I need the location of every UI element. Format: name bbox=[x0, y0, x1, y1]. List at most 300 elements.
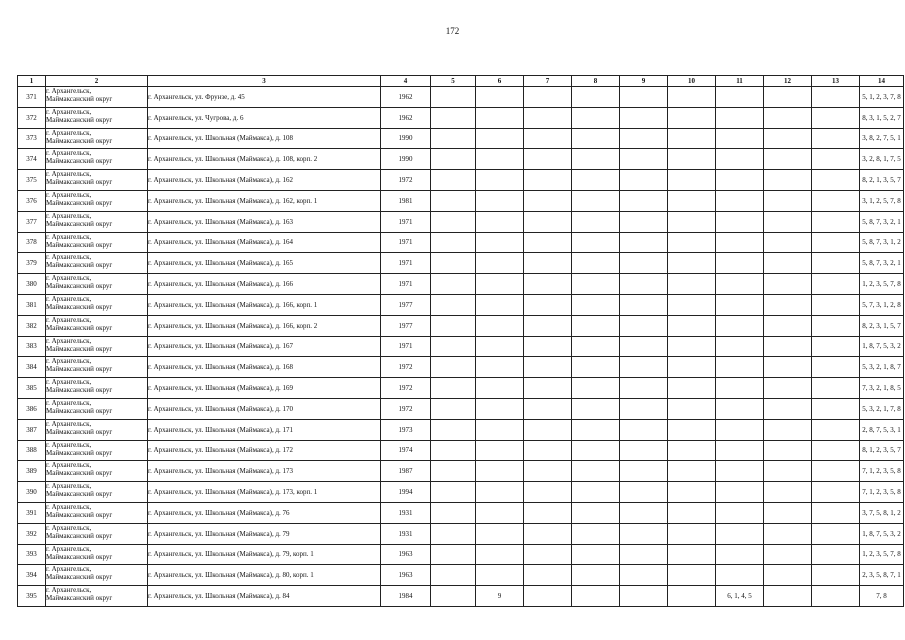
column-14-cell: 8, 2, 1, 3, 5, 7 bbox=[860, 170, 904, 191]
column-10-cell bbox=[668, 544, 716, 565]
column-11-cell: 6, 1, 4, 5 bbox=[716, 586, 764, 607]
column-11-cell bbox=[716, 87, 764, 108]
column-8-cell bbox=[572, 170, 620, 191]
address-cell: г. Архангельск, ул. Школьная (Маймакса), д. 162 bbox=[148, 170, 381, 191]
column-5-cell bbox=[431, 378, 476, 399]
column-13-cell bbox=[812, 419, 860, 440]
table-row bbox=[18, 419, 904, 440]
address-cell: г. Архангельск, ул. Школьная (Маймакса), д. 173, корп. 1 bbox=[148, 482, 381, 503]
column-7-cell bbox=[524, 253, 572, 274]
column-12-cell bbox=[764, 523, 812, 544]
table-row bbox=[18, 440, 904, 461]
table-row bbox=[18, 482, 904, 503]
table-row bbox=[18, 211, 904, 232]
district-city-text: г. Архангельск, bbox=[46, 294, 92, 303]
row-number-cell: 395 bbox=[18, 586, 46, 607]
column-7-cell bbox=[524, 378, 572, 399]
address-cell: г. Архангельск, ул. Школьная (Маймакса), д. 162, корп. 1 bbox=[148, 190, 381, 211]
column-12-cell bbox=[764, 419, 812, 440]
column-10-cell bbox=[668, 440, 716, 461]
year-cell: 1931 bbox=[381, 502, 431, 523]
column-12-cell bbox=[764, 586, 812, 607]
table-row bbox=[18, 253, 904, 274]
district-city-text: г. Архангельск, bbox=[46, 565, 92, 574]
column-11-cell bbox=[716, 398, 764, 419]
column-13-cell bbox=[812, 357, 860, 378]
district-cell bbox=[46, 502, 148, 523]
column-12-cell bbox=[764, 274, 812, 295]
column-8-cell bbox=[572, 315, 620, 336]
column-9-cell bbox=[620, 253, 668, 274]
district-name-text: Маймаксанский округ bbox=[46, 552, 113, 561]
column-12-cell bbox=[764, 461, 812, 482]
district-name-text: Маймаксанский округ bbox=[46, 95, 113, 103]
year-cell: 1981 bbox=[381, 190, 431, 211]
column-12-cell bbox=[764, 211, 812, 232]
column-13-cell bbox=[812, 107, 860, 128]
district-cell bbox=[46, 461, 148, 482]
column-6-cell bbox=[476, 274, 524, 295]
column-9-cell bbox=[620, 274, 668, 295]
column-13-cell bbox=[812, 523, 860, 544]
column-9-cell bbox=[620, 440, 668, 461]
column-5-cell bbox=[431, 586, 476, 607]
district-city-text: г. Архангельск, bbox=[46, 357, 92, 366]
register-body bbox=[18, 87, 904, 607]
column-8-cell bbox=[572, 586, 620, 607]
column-5-cell bbox=[431, 274, 476, 295]
column-9-cell bbox=[620, 107, 668, 128]
column-9-cell bbox=[620, 149, 668, 170]
row-number-cell: 384 bbox=[18, 357, 46, 378]
column-14-cell: 3, 7, 5, 8, 1, 2 bbox=[860, 502, 904, 523]
column-14-cell: 7, 1, 2, 3, 5, 8 bbox=[860, 461, 904, 482]
column-5-cell bbox=[431, 544, 476, 565]
column-10-cell bbox=[668, 565, 716, 586]
column-14-cell: 5, 8, 7, 3, 2, 1 bbox=[860, 253, 904, 274]
district-name-text: Маймаксанский округ bbox=[46, 261, 113, 270]
year-cell: 1994 bbox=[381, 482, 431, 503]
district-city-text: г. Архангельск, bbox=[46, 336, 92, 345]
column-10-cell bbox=[668, 502, 716, 523]
district-name-text: Маймаксанский округ bbox=[46, 157, 113, 166]
column-6-cell bbox=[476, 544, 524, 565]
column-9-cell bbox=[620, 128, 668, 149]
column-13-cell bbox=[812, 378, 860, 399]
row-number-cell: 377 bbox=[18, 211, 46, 232]
column-14-cell: 7, 3, 2, 1, 8, 5 bbox=[860, 378, 904, 399]
address-cell: г. Архангельск, ул. Школьная (Маймакса), д. 172 bbox=[148, 440, 381, 461]
table-row bbox=[18, 315, 904, 336]
column-13-cell bbox=[812, 253, 860, 274]
column-11-cell bbox=[716, 502, 764, 523]
column-10-cell bbox=[668, 461, 716, 482]
column-8-cell bbox=[572, 294, 620, 315]
column-11-cell bbox=[716, 523, 764, 544]
district-name-text: Маймаксанский округ bbox=[46, 469, 113, 478]
district-cell bbox=[46, 336, 148, 357]
column-12-cell bbox=[764, 502, 812, 523]
address-cell: г. Архангельск, ул. Школьная (Маймакса), д. 165 bbox=[148, 253, 381, 274]
column-8-cell bbox=[572, 274, 620, 295]
district-name-text: Маймаксанский округ bbox=[46, 219, 113, 228]
column-14-cell: 5, 8, 7, 3, 1, 2 bbox=[860, 232, 904, 253]
district-cell bbox=[46, 357, 148, 378]
year-cell: 1971 bbox=[381, 274, 431, 295]
column-6-cell bbox=[476, 315, 524, 336]
district-name-text: Маймаксанский округ bbox=[46, 573, 113, 582]
column-10-cell bbox=[668, 586, 716, 607]
district-cell bbox=[46, 170, 148, 191]
column-8-cell bbox=[572, 336, 620, 357]
table-row bbox=[18, 87, 904, 108]
column-8-cell bbox=[572, 87, 620, 108]
column-10-cell bbox=[668, 482, 716, 503]
district-cell bbox=[46, 523, 148, 544]
district-name-text: Маймаксанский округ bbox=[46, 115, 113, 124]
column-7-cell bbox=[524, 294, 572, 315]
column-10-cell bbox=[668, 357, 716, 378]
district-cell bbox=[46, 211, 148, 232]
column-10-cell bbox=[668, 378, 716, 399]
year-cell: 1972 bbox=[381, 378, 431, 399]
column-14-cell: 5, 3, 2, 1, 7, 8 bbox=[860, 398, 904, 419]
column-12-cell bbox=[764, 149, 812, 170]
column-10-cell bbox=[668, 107, 716, 128]
column-12-cell bbox=[764, 128, 812, 149]
column-11-cell bbox=[716, 107, 764, 128]
address-cell: г. Архангельск, ул. Фрунзе, д. 45 bbox=[148, 87, 381, 108]
column-13-cell bbox=[812, 232, 860, 253]
column-5-cell bbox=[431, 336, 476, 357]
table-row bbox=[18, 398, 904, 419]
year-cell: 1973 bbox=[381, 419, 431, 440]
column-5-cell bbox=[431, 523, 476, 544]
column-7-cell bbox=[524, 398, 572, 419]
district-name-text: Маймаксанский округ bbox=[46, 365, 113, 374]
district-city-text: г. Архангельск, bbox=[46, 482, 92, 491]
address-cell: г. Архангельск, ул. Школьная (Маймакса), д. 166, корп. 1 bbox=[148, 294, 381, 315]
year-cell: 1971 bbox=[381, 253, 431, 274]
column-13-cell bbox=[812, 461, 860, 482]
address-cell: г. Архангельск, ул. Школьная (Маймакса), д. 166, корп. 2 bbox=[148, 315, 381, 336]
column-header: 1 bbox=[18, 76, 46, 87]
year-cell: 1972 bbox=[381, 357, 431, 378]
year-cell: 1972 bbox=[381, 398, 431, 419]
column-12-cell bbox=[764, 190, 812, 211]
district-city-text: г. Архангельск, bbox=[46, 398, 92, 407]
row-number-cell: 385 bbox=[18, 378, 46, 399]
column-5-cell bbox=[431, 461, 476, 482]
district-city-text: г. Архангельск, bbox=[46, 378, 92, 387]
column-14-cell: 8, 1, 2, 3, 5, 7 bbox=[860, 440, 904, 461]
column-5-cell bbox=[431, 232, 476, 253]
district-cell bbox=[46, 565, 148, 586]
column-8-cell bbox=[572, 357, 620, 378]
column-header: 11 bbox=[716, 76, 764, 87]
district-name-text: Маймаксанский округ bbox=[46, 448, 113, 457]
column-6-cell bbox=[476, 294, 524, 315]
year-cell: 1984 bbox=[381, 586, 431, 607]
district-name-text: Маймаксанский округ bbox=[46, 386, 113, 395]
column-11-cell bbox=[716, 190, 764, 211]
row-number-cell: 373 bbox=[18, 128, 46, 149]
column-11-cell bbox=[716, 232, 764, 253]
column-5-cell bbox=[431, 357, 476, 378]
row-number-cell: 379 bbox=[18, 253, 46, 274]
column-14-cell: 8, 3, 1, 5, 2, 7 bbox=[860, 107, 904, 128]
column-5-cell bbox=[431, 315, 476, 336]
column-9-cell bbox=[620, 523, 668, 544]
year-cell: 1987 bbox=[381, 461, 431, 482]
district-city-text: г. Архангельск, bbox=[46, 211, 92, 220]
row-number-cell: 372 bbox=[18, 107, 46, 128]
column-5-cell bbox=[431, 440, 476, 461]
column-12-cell bbox=[764, 87, 812, 108]
table-row bbox=[18, 502, 904, 523]
column-14-cell: 7, 8 bbox=[860, 586, 904, 607]
district-city-text: г. Архангельск, bbox=[46, 190, 92, 199]
column-9-cell bbox=[620, 378, 668, 399]
district-city-text: г. Архангельск, bbox=[46, 440, 92, 449]
column-header: 5 bbox=[431, 76, 476, 87]
column-5-cell bbox=[431, 211, 476, 232]
district-cell bbox=[46, 149, 148, 170]
column-8-cell bbox=[572, 190, 620, 211]
district-name-text: Маймаксанский округ bbox=[46, 406, 113, 415]
column-12-cell bbox=[764, 482, 812, 503]
column-9-cell bbox=[620, 211, 668, 232]
column-11-cell bbox=[716, 461, 764, 482]
column-8-cell bbox=[572, 523, 620, 544]
column-13-cell bbox=[812, 315, 860, 336]
column-8-cell bbox=[572, 461, 620, 482]
district-name-text: Маймаксанский округ bbox=[46, 282, 113, 291]
column-7-cell bbox=[524, 232, 572, 253]
column-11-cell bbox=[716, 565, 764, 586]
row-number-cell: 375 bbox=[18, 170, 46, 191]
page-number: 172 bbox=[445, 26, 460, 36]
column-10-cell bbox=[668, 315, 716, 336]
column-7-cell bbox=[524, 87, 572, 108]
column-11-cell bbox=[716, 149, 764, 170]
column-11-cell bbox=[716, 419, 764, 440]
column-6-cell bbox=[476, 523, 524, 544]
year-cell: 1990 bbox=[381, 149, 431, 170]
column-7-cell bbox=[524, 544, 572, 565]
column-11-cell bbox=[716, 357, 764, 378]
column-5-cell bbox=[431, 128, 476, 149]
year-cell: 1963 bbox=[381, 544, 431, 565]
row-number-cell: 376 bbox=[18, 190, 46, 211]
table-row bbox=[18, 274, 904, 295]
column-5-cell bbox=[431, 419, 476, 440]
column-8-cell bbox=[572, 482, 620, 503]
year-cell: 1971 bbox=[381, 336, 431, 357]
column-10-cell bbox=[668, 274, 716, 295]
district-cell bbox=[46, 419, 148, 440]
column-13-cell bbox=[812, 544, 860, 565]
row-number-cell: 383 bbox=[18, 336, 46, 357]
table-row bbox=[18, 107, 904, 128]
district-city-text: г. Архангельск, bbox=[46, 586, 92, 595]
column-14-cell: 5, 8, 7, 3, 2, 1 bbox=[860, 211, 904, 232]
district-cell bbox=[46, 378, 148, 399]
table-row bbox=[18, 336, 904, 357]
column-9-cell bbox=[620, 190, 668, 211]
address-cell: г. Архангельск, ул. Школьная (Маймакса), д. 163 bbox=[148, 211, 381, 232]
column-11-cell bbox=[716, 294, 764, 315]
column-8-cell bbox=[572, 544, 620, 565]
column-10-cell bbox=[668, 232, 716, 253]
column-6-cell bbox=[476, 87, 524, 108]
table-row bbox=[18, 128, 904, 149]
table-row bbox=[18, 232, 904, 253]
housing-register-table bbox=[17, 75, 904, 607]
column-13-cell bbox=[812, 149, 860, 170]
district-cell bbox=[46, 440, 148, 461]
address-cell: г. Архангельск, ул. Школьная (Маймакса), д. 80, корп. 1 bbox=[148, 565, 381, 586]
column-6-cell bbox=[476, 149, 524, 170]
column-8-cell bbox=[572, 128, 620, 149]
address-cell: г. Архангельск, ул. Школьная (Маймакса), д. 79 bbox=[148, 523, 381, 544]
row-number-cell: 381 bbox=[18, 294, 46, 315]
column-6-cell bbox=[476, 107, 524, 128]
column-9-cell bbox=[620, 398, 668, 419]
column-6-cell bbox=[476, 232, 524, 253]
column-14-cell: 3, 1, 2, 5, 7, 8 bbox=[860, 190, 904, 211]
column-11-cell bbox=[716, 128, 764, 149]
column-14-cell: 5, 1, 2, 3, 7, 8 bbox=[860, 87, 904, 108]
column-5-cell bbox=[431, 87, 476, 108]
address-cell: г. Архангельск, ул. Школьная (Маймакса), д. 168 bbox=[148, 357, 381, 378]
column-header: 2 bbox=[46, 76, 148, 87]
column-11-cell bbox=[716, 211, 764, 232]
column-5-cell bbox=[431, 253, 476, 274]
column-6-cell bbox=[476, 211, 524, 232]
column-11-cell bbox=[716, 274, 764, 295]
district-name-text: Маймаксанский округ bbox=[46, 178, 113, 187]
column-12-cell bbox=[764, 170, 812, 191]
district-cell bbox=[46, 294, 148, 315]
column-6-cell bbox=[476, 336, 524, 357]
table-row bbox=[18, 565, 904, 586]
column-header: 12 bbox=[764, 76, 812, 87]
column-13-cell bbox=[812, 440, 860, 461]
column-7-cell bbox=[524, 274, 572, 295]
column-8-cell bbox=[572, 565, 620, 586]
district-name-text: Маймаксанский округ bbox=[46, 302, 113, 311]
column-14-cell: 1, 2, 3, 5, 7, 8 bbox=[860, 544, 904, 565]
column-6-cell bbox=[476, 461, 524, 482]
district-cell bbox=[46, 128, 148, 149]
row-number-cell: 391 bbox=[18, 502, 46, 523]
column-10-cell bbox=[668, 170, 716, 191]
table-row bbox=[18, 523, 904, 544]
column-10-cell bbox=[668, 523, 716, 544]
column-7-cell bbox=[524, 336, 572, 357]
column-9-cell bbox=[620, 482, 668, 503]
row-number-cell: 392 bbox=[18, 523, 46, 544]
column-7-cell bbox=[524, 440, 572, 461]
column-12-cell bbox=[764, 378, 812, 399]
column-13-cell bbox=[812, 128, 860, 149]
column-8-cell bbox=[572, 378, 620, 399]
address-cell: г. Архангельск, ул. Чугрова, д. 6 bbox=[148, 107, 381, 128]
column-6-cell: 9 bbox=[476, 586, 524, 607]
address-cell: г. Архангельск, ул. Школьная (Маймакса), д. 108 bbox=[148, 128, 381, 149]
column-10-cell bbox=[668, 419, 716, 440]
address-cell: г. Архангельск, ул. Школьная (Маймакса), д. 169 bbox=[148, 378, 381, 399]
column-14-cell: 1, 8, 7, 5, 3, 2 bbox=[860, 523, 904, 544]
column-13-cell bbox=[812, 211, 860, 232]
column-10-cell bbox=[668, 87, 716, 108]
column-13-cell bbox=[812, 190, 860, 211]
column-9-cell bbox=[620, 294, 668, 315]
district-city-text: г. Архангельск, bbox=[46, 87, 92, 95]
district-city-text: г. Архангельск, bbox=[46, 419, 92, 428]
column-13-cell bbox=[812, 482, 860, 503]
column-14-cell: 7, 1, 2, 3, 5, 8 bbox=[860, 482, 904, 503]
column-6-cell bbox=[476, 378, 524, 399]
column-11-cell bbox=[716, 544, 764, 565]
column-13-cell bbox=[812, 586, 860, 607]
column-11-cell bbox=[716, 315, 764, 336]
table-row bbox=[18, 294, 904, 315]
row-number-cell: 388 bbox=[18, 440, 46, 461]
column-7-cell bbox=[524, 357, 572, 378]
column-12-cell bbox=[764, 544, 812, 565]
year-cell: 1974 bbox=[381, 440, 431, 461]
table-row bbox=[18, 357, 904, 378]
column-11-cell bbox=[716, 170, 764, 191]
column-9-cell bbox=[620, 502, 668, 523]
district-name-text: Маймаксанский округ bbox=[46, 136, 113, 145]
row-number-cell: 393 bbox=[18, 544, 46, 565]
district-cell bbox=[46, 586, 148, 607]
district-city-text: г. Архангельск, bbox=[46, 107, 92, 116]
column-14-cell: 2, 8, 7, 5, 3, 1 bbox=[860, 419, 904, 440]
column-10-cell bbox=[668, 398, 716, 419]
row-number-cell: 382 bbox=[18, 315, 46, 336]
district-name-text: Маймаксанский округ bbox=[46, 198, 113, 207]
year-cell: 1962 bbox=[381, 87, 431, 108]
row-number-cell: 386 bbox=[18, 398, 46, 419]
row-number-cell: 378 bbox=[18, 232, 46, 253]
column-5-cell bbox=[431, 482, 476, 503]
year-cell: 1977 bbox=[381, 315, 431, 336]
column-12-cell bbox=[764, 315, 812, 336]
district-name-text: Маймаксанский округ bbox=[46, 510, 113, 519]
district-name-text: Маймаксанский округ bbox=[46, 427, 113, 436]
address-cell: г. Архангельск, ул. Школьная (Маймакса), д. 173 bbox=[148, 461, 381, 482]
column-12-cell bbox=[764, 440, 812, 461]
column-14-cell: 5, 3, 2, 1, 8, 7 bbox=[860, 357, 904, 378]
column-9-cell bbox=[620, 586, 668, 607]
row-number-cell: 389 bbox=[18, 461, 46, 482]
column-14-cell: 8, 2, 3, 1, 5, 7 bbox=[860, 315, 904, 336]
row-number-cell: 374 bbox=[18, 149, 46, 170]
column-6-cell bbox=[476, 482, 524, 503]
column-13-cell bbox=[812, 170, 860, 191]
district-cell bbox=[46, 253, 148, 274]
address-cell: г. Архангельск, ул. Школьная (Маймакса), д. 84 bbox=[148, 586, 381, 607]
column-13-cell bbox=[812, 565, 860, 586]
column-7-cell bbox=[524, 586, 572, 607]
row-number-cell: 387 bbox=[18, 419, 46, 440]
column-13-cell bbox=[812, 336, 860, 357]
column-10-cell bbox=[668, 253, 716, 274]
